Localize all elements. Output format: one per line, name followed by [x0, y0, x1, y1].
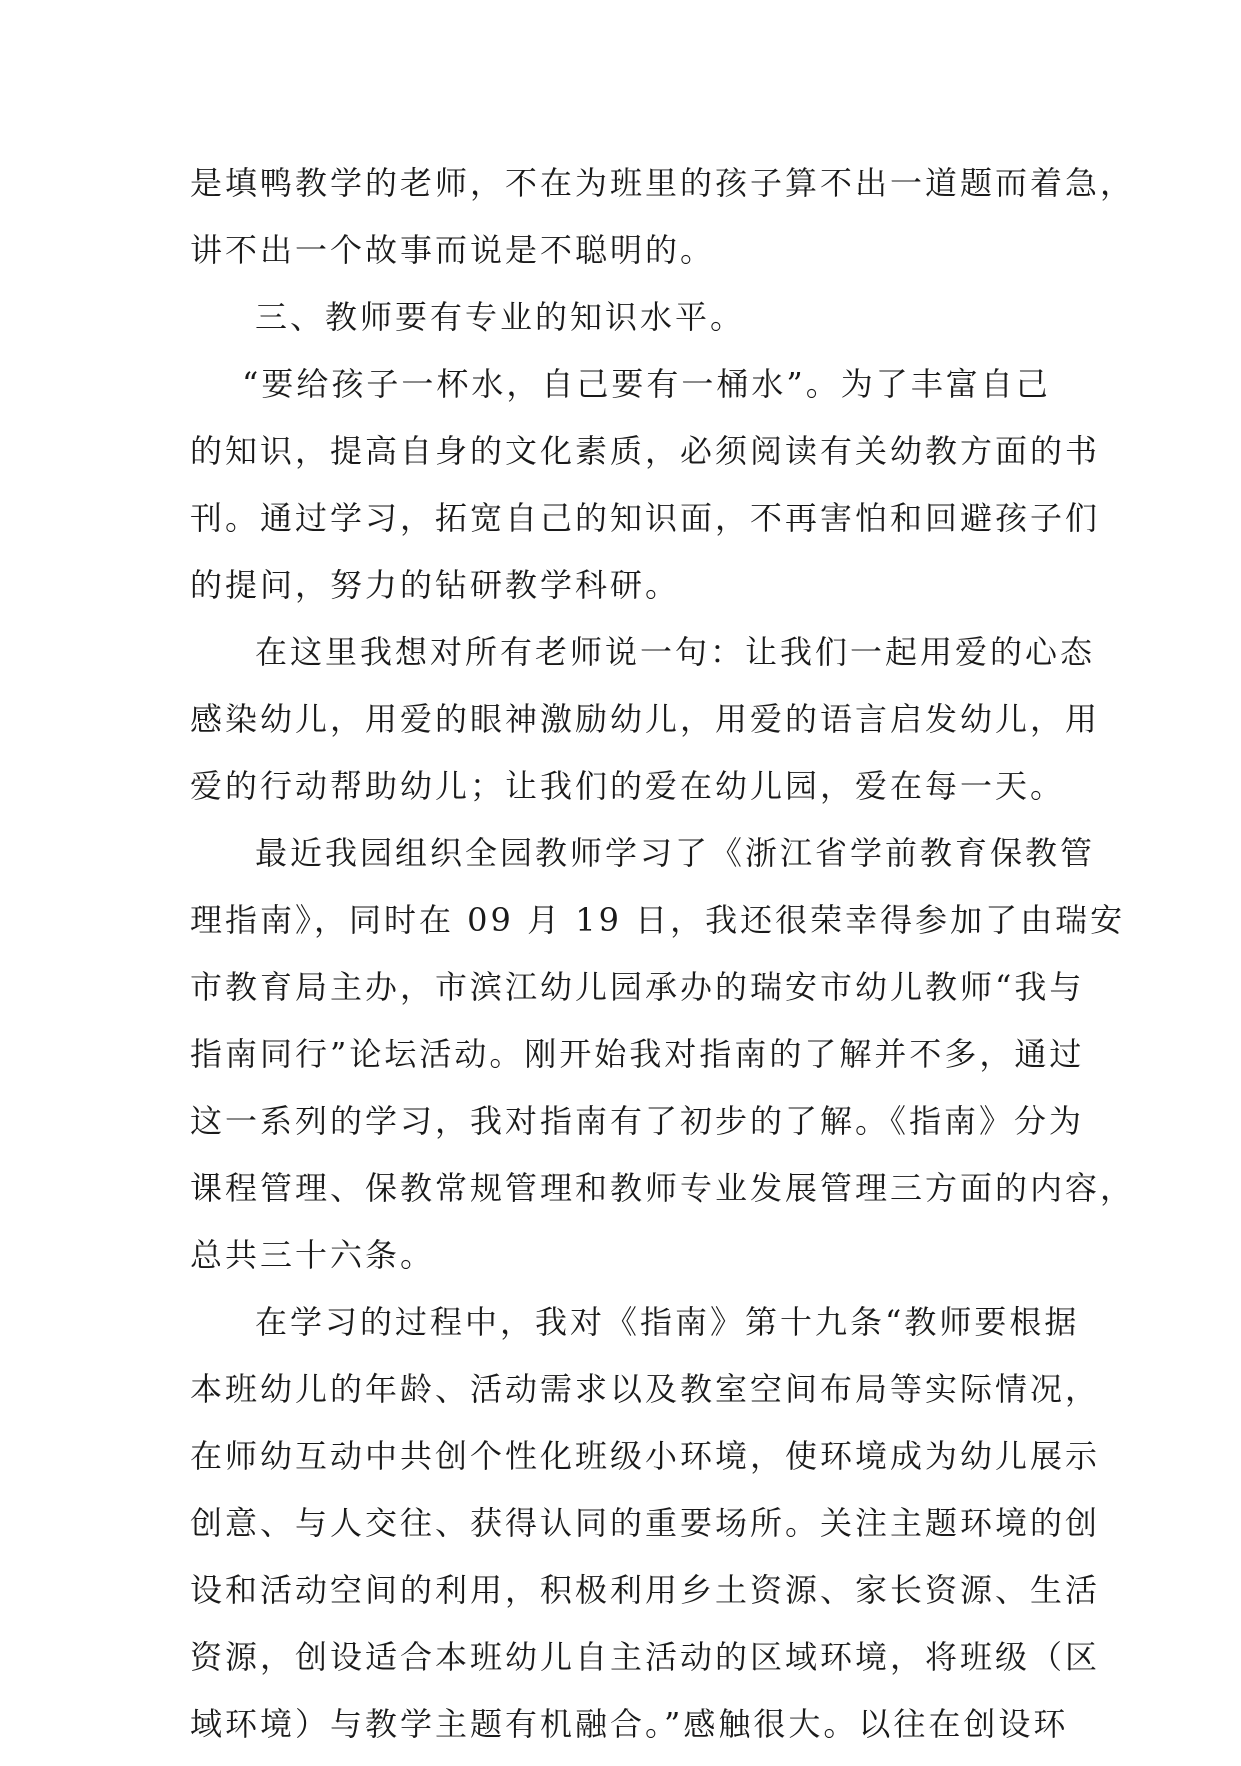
text-line: 域环境）与教学主题有机融合。”感触很大。以往在创设环 [190, 1705, 1069, 1743]
text-line: 指南同行”论坛活动。刚开始我对指南的了解并不多，通过 [190, 1035, 1085, 1073]
text-line: 设和活动空间的利用，积极利用乡土资源、家长资源、生活 [190, 1571, 1101, 1609]
text-line: 课程管理、保教常规管理和教师专业发展管理三方面的内容， [190, 1169, 1136, 1207]
text-line: 讲不出一个故事而说是不聪明的。 [190, 231, 716, 269]
text-line: 的提问，努力的钻研教学科研。 [190, 566, 681, 604]
text-line: 在这里我想对所有老师说一句：让我们一起用爱的心态 [255, 633, 1096, 671]
text-line: 资源，创设适合本班幼儿自主活动的区域环境，将班级（区 [190, 1638, 1101, 1676]
text-line: 本班幼儿的年龄、活动需求以及教室空间布局等实际情况， [190, 1370, 1101, 1408]
text-line: 最近我园组织全园教师学习了《浙江省学前教育保教管 [255, 834, 1096, 872]
text-line: 的知识，提高自身的文化素质，必须阅读有关幼教方面的书 [190, 432, 1101, 470]
text-line: “要给孩子一杯水，自己要有一桶水”。为了丰富自己 [242, 365, 1051, 403]
text-line: 在师幼互动中共创个性化班级小环境，使环境成为幼儿展示 [190, 1437, 1101, 1475]
text-line: 在学习的过程中，我对《指南》第十九条“教师要根据 [255, 1303, 1080, 1341]
text-line: 刊。通过学习，拓宽自己的知识面，不再害怕和回避孩子们 [190, 499, 1101, 537]
text-line: 这一系列的学习，我对指南有了初步的了解。《指南》分为 [190, 1102, 1085, 1140]
text-line: 市教育局主办，市滨江幼儿园承办的瑞安市幼儿教师“我与 [190, 968, 1085, 1006]
text-line: 感染幼儿，用爱的眼神激励幼儿，用爱的语言启发幼儿，用 [190, 700, 1101, 738]
section-heading: 三、教师要有专业的知识水平。 [255, 298, 746, 336]
text-line: 是填鸭教学的老师，不在为班里的孩子算不出一道题而着急， [190, 164, 1136, 202]
text-line: 理指南》，同时在 09 月 19 日，我还很荣幸得参加了由瑞安 [190, 901, 1126, 939]
text-line: 总共三十六条。 [190, 1236, 436, 1274]
text-line: 爱的行动帮助幼儿；让我们的爱在幼儿园，爱在每一天。 [190, 767, 1066, 805]
document-body [190, 158, 1136, 1766]
text-line: 创意、与人交往、获得认同的重要场所。关注主题环境的创 [190, 1504, 1101, 1542]
